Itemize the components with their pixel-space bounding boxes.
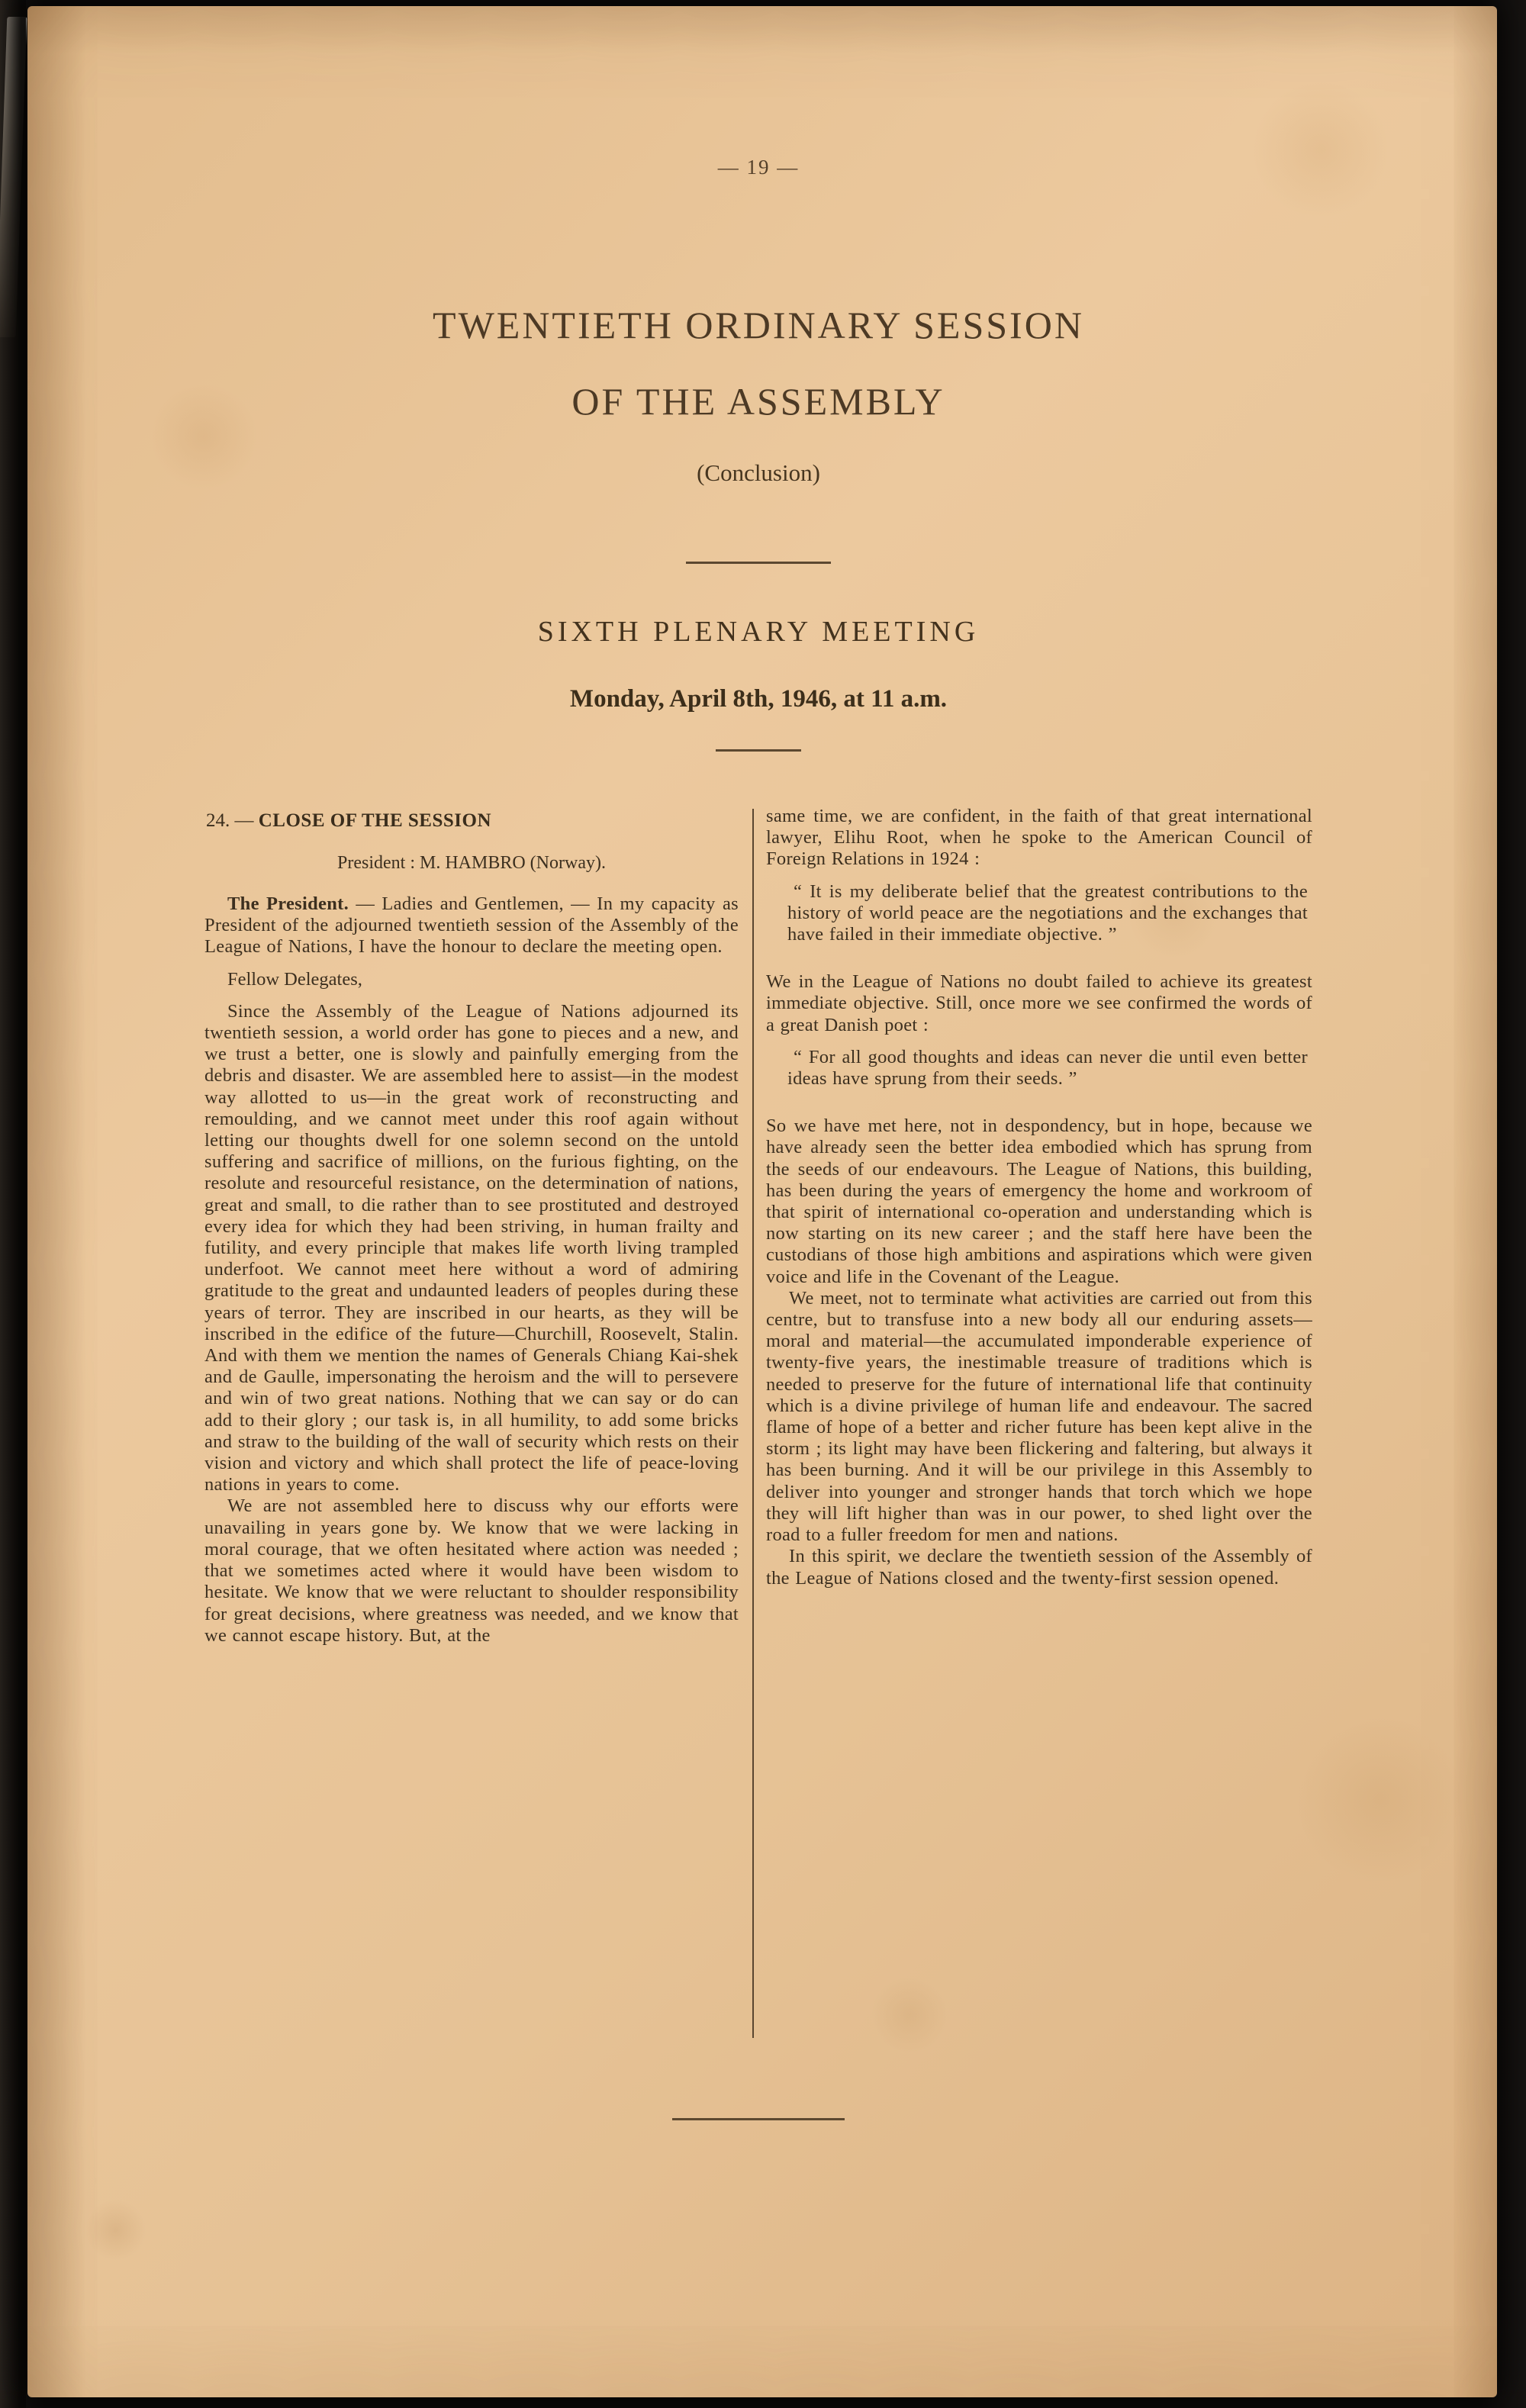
spacer xyxy=(766,871,1312,881)
column-divider-rule xyxy=(752,809,754,2038)
paragraph-opening xyxy=(204,893,739,958)
document-subtitle: (Conclusion) xyxy=(697,459,820,486)
divider-rule-middle xyxy=(716,749,801,752)
salutation: Fellow Delegates, xyxy=(227,968,362,990)
document-page xyxy=(27,6,1497,2397)
paragraph-in-this-spirit: In this spirit, we declare the twentieth session of the Assembly of the League of Nations closed and the twenty-first session opened. xyxy=(766,1546,1312,1589)
quote-danish-poet: “ For all good thoughts and ideas can never die until even better ideas have sprung from their seeds. ” xyxy=(787,1046,1308,1090)
paragraph-since-assembly: Since the Assembly of the League of Nations adjourned its twentieth session, a world order has gone to pieces and a new, and we trust a better, one is slowly and painfully emerging from the debris and disaster. We are assembled here to assist—in the modest way allotted to us—in the great work of reconstructing and remoulding, and we cannot meet under this roof again without letting our thoughts dwell for one solemn second on the untold suffering and sacrifice of millions, on the furious fighting, on the resolute and resourceful resistance, on the determination of nations, great and small, to die rather than to see prostituted and destroyed every idea for which they had been striving, in human frailty and futility, and every principle that makes life worth living trampled underfoot. We cannot meet here without a word of admiring gratitude to the great and undaunted leaders of peoples during these years of terror. They are inscribed in our hearts, as they will be inscribed in the edifice of the future—Churchill, Roosevelt, Stalin. And with them we mention the names of Generals Chiang Kai-shek and de Gaulle, impersonating the heroism and the will to persevere and win of two great nations. Nothing that we can say or do can add to their glory ; our task is, in all humility, to add some bricks and straw to the building of the wall of security which rests on their vision and victory and which shall protect the life of peace-loving nations in years to come. xyxy=(204,1000,739,1495)
paragraph-so-we-have-met: So we have met here, not in despondency, but in hope, because we have already seen the better idea embodied which has sprung from the seeds of our endeavours. The League of Nations, this building, has been during the years of emergency the home and workroom of that spirit of international co-operation and understanding which is now starting on its new career ; and the staff here have been the custodians of those high ambitions and aspirations which were given voice and life in the Covenant of the League. xyxy=(766,1115,1312,1287)
paragraph-not-assembled: We are not assembled here to discuss why our efforts were unavailing in years gone by. We know that we were lacking in moral courage, that we often hesitated where action was needed ; that we sometimes acted where it would have been wisdom to hesitate. We know that we were reluctant to shoulder responsibility for great decisions, where greatness was needed, and we know that we cannot escape history. But, at the xyxy=(204,1495,739,1646)
quote-elihu-root: “ It is my deliberate belief that the greatest contributions to the history of world peace are the negotiations and the exchanges that have failed in their immediate objective. ” xyxy=(787,880,1308,945)
page-number: — 19 — xyxy=(717,156,800,179)
paragraph-opening-text: — Ladies and Gentlemen, — In my capacity as President of the adjourned twentieth session of the Assembly of the League of Nations, I have the honour to declare the meeting open. xyxy=(204,893,739,958)
book-spine-shadow xyxy=(0,0,26,2408)
paragraph-league-failed: We in the League of Nations no doubt failed to achieve its greatest immediate objective. Still, once more we see confirmed the words of a great Danish poet : xyxy=(766,971,1312,1035)
document-title-line1: TWENTIETH ORDINARY SESSION xyxy=(433,304,1084,346)
spacer xyxy=(204,958,739,969)
speaker-name: The President. xyxy=(227,893,349,914)
section-title: CLOSE OF THE SESSION xyxy=(258,810,492,831)
document-title xyxy=(204,287,1312,439)
paragraph-we-meet: We meet, not to terminate what activities are carried out from this centre, but to transfuse into a new body all our enduring assets—moral and material—the accumulated imponderable experience of twenty-five years, the inestimable treasure of traditions which is needed to preserve for the future of international life that continuity which is a divine privilege of human life and endeavour. The sacred flame of hope of a better and richer future has been kept alive in the storm ; its light may have been flickering and faltering, but always it has been burning. And it will be our privilege in this Assembly to deliver into younger and stronger hands that torch which we hope they will lift higher than was in our power, to shed light over the road to a fuller freedom for men and nations. xyxy=(766,1287,1312,1546)
right-column xyxy=(766,806,1312,2038)
spacer xyxy=(766,1090,1312,1115)
paragraph-same-time: same time, we are confident, in the faith of that great international lawyer, Elihu Root, when he spoke to the American Council of Foreign Relations in 1924 : xyxy=(766,806,1312,870)
spacer xyxy=(204,990,739,1001)
meeting-heading: SIXTH PLENARY MEETING xyxy=(537,616,980,648)
two-column-text xyxy=(204,806,1312,2038)
section-heading xyxy=(206,810,739,832)
spacer xyxy=(204,874,739,893)
left-column xyxy=(204,806,739,2038)
president-line: President : M. HAMBRO (Norway). xyxy=(337,853,606,873)
divider-rule-top xyxy=(686,562,831,564)
divider-rule-bottom xyxy=(672,2118,845,2120)
document-title-line2: OF THE ASSEMBLY xyxy=(571,380,945,423)
section-number: 24. — xyxy=(206,810,259,831)
spacer xyxy=(766,1036,1312,1047)
spacer xyxy=(766,945,1312,971)
meeting-datetime: Monday, April 8th, 1946, at 11 a.m. xyxy=(569,685,948,713)
